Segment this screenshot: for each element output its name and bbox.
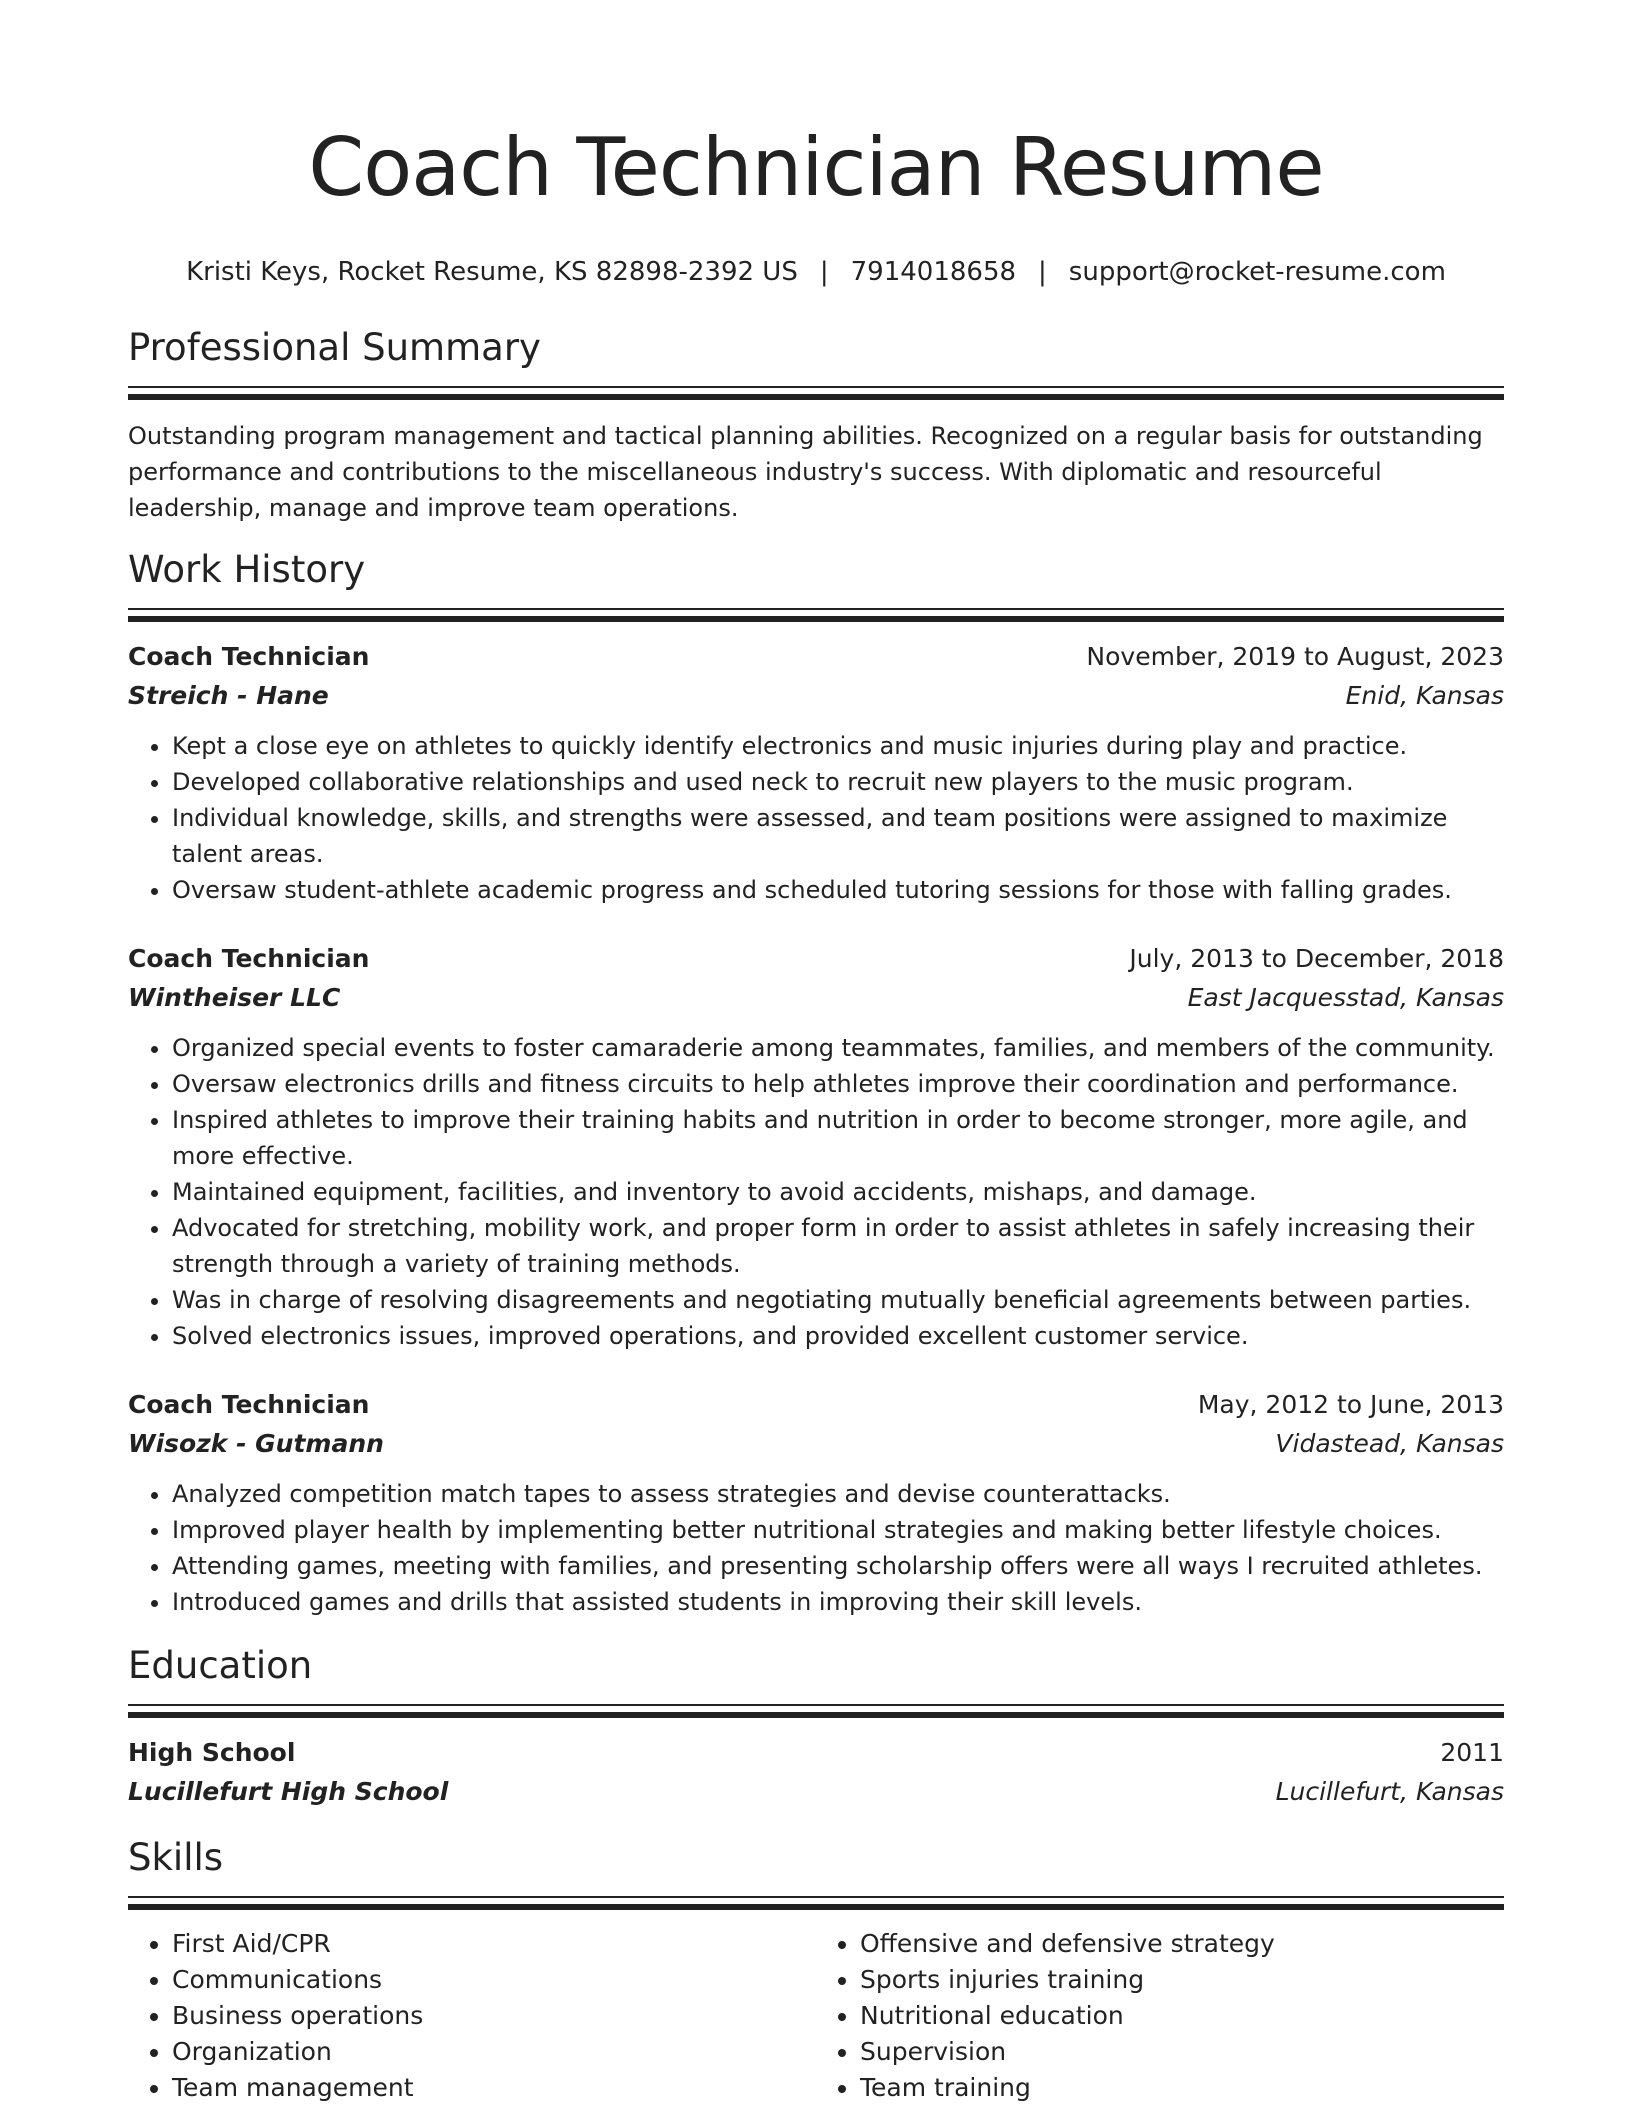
skill-item: • Offensive and defensive strategy (860, 1926, 1504, 1962)
education-school: Lucillefurt High School (128, 1777, 449, 1806)
summary-section (128, 324, 1504, 526)
work-history-section (128, 546, 1504, 1620)
skill-item: • Supervision (860, 2034, 1504, 2070)
contact-line (128, 254, 1504, 290)
section-divider-thick (128, 616, 1504, 622)
skill-item: • Team management (172, 2070, 816, 2106)
job-bullet: • Analyzed competition match tapes to assess strategies and devise counterattacks. (172, 1476, 1504, 1512)
job-bullet: • Introduced games and drills that assisted students in improving their skill levels. (172, 1584, 1504, 1620)
skill-item: • Communications (172, 1962, 816, 1998)
job-bullet-list (128, 1030, 1504, 1354)
job-bullet: • Was in charge of resolving disagreements and negotiating mutually beneficial agreements between parties. (172, 1282, 1504, 1318)
contact-separator: | (819, 257, 829, 287)
job-location: Vidastead, Kansas (1275, 1429, 1504, 1458)
job-bullet: • Developed collaborative relationships and used neck to recruit new players to the music program. (172, 764, 1504, 800)
job-company: Wisozk - Gutmann (128, 1429, 384, 1458)
job-bullet: • Oversaw student-athlete academic progress and scheduled tutoring sessions for those with falling grades. (172, 872, 1504, 908)
job-bullet: • Individual knowledge, skills, and strengths were assessed, and team positions were assigned to maximize talent areas. (172, 800, 1504, 872)
job-bullet-list (128, 728, 1504, 908)
job-location: East Jacquesstad, Kansas (1187, 983, 1504, 1012)
job-bullet: • Kept a close eye on athletes to quickly identify electronics and music injuries during play and practice. (172, 728, 1504, 764)
education-location: Lucillefurt, Kansas (1275, 1777, 1504, 1806)
job-bullet: • Organized special events to foster camaraderie among teammates, families, and members of the community. (172, 1030, 1504, 1066)
section-divider (128, 1704, 1504, 1706)
education-year: 2011 (1440, 1738, 1504, 1767)
contact-email: support@rocket-resume.com (1068, 257, 1446, 287)
skill-item: • Organization (172, 2034, 816, 2070)
section-heading-work-history: Work History (128, 548, 366, 591)
skills-section (128, 1834, 1504, 2106)
section-divider-thick (128, 1712, 1504, 1718)
skills-list-left (128, 1926, 816, 2106)
skill-item: • Team training (860, 2070, 1504, 2106)
summary-text: Outstanding program management and tactical planning abilities. Recognized on a regular basis for outstanding performance and contributions to the miscellaneous industry's success. With diplomatic and resourceful leadership, manage and improve team operations. (128, 422, 1483, 522)
job-bullet: • Oversaw electronics drills and fitness circuits to help athletes improve their coordination and performance. (172, 1066, 1504, 1102)
job-bullet: • Improved player health by implementing better nutritional strategies and making better lifestyle choices. (172, 1512, 1504, 1548)
job-company: Wintheiser LLC (128, 983, 341, 1012)
job-entry (128, 940, 1504, 1354)
education-degree: High School (128, 1738, 296, 1767)
job-dates: November, 2019 to August, 2023 (1086, 642, 1504, 671)
section-divider-thick (128, 394, 1504, 400)
job-bullet: • Solved electronics issues, improved operations, and provided excellent customer service. (172, 1318, 1504, 1354)
job-location: Enid, Kansas (1345, 681, 1504, 710)
job-entry (128, 638, 1504, 908)
section-divider (128, 608, 1504, 610)
skill-item: • Nutritional education (860, 1998, 1504, 2034)
section-heading-skills: Skills (128, 1836, 224, 1879)
page-title: Coach Technician Resume (308, 121, 1324, 214)
skill-item: • First Aid/CPR (172, 1926, 816, 1962)
skills-columns (128, 1926, 1504, 2106)
job-company: Streich - Hane (128, 681, 329, 710)
job-bullet: • Advocated for stretching, mobility work, and proper form in order to assist athletes in safely increasing their strength through a variety of training methods. (172, 1210, 1504, 1282)
section-divider-thick (128, 1904, 1504, 1910)
section-heading-summary: Professional Summary (128, 326, 541, 369)
contact-phone: 7914018658 (850, 257, 1017, 287)
section-divider (128, 386, 1504, 388)
job-bullet: • Inspired athletes to improve their training habits and nutrition in order to become stronger, more agile, and more effective. (172, 1102, 1504, 1174)
job-role: Coach Technician (128, 1390, 370, 1419)
job-bullet: • Attending games, meeting with families, and presenting scholarship offers were all ways I recruited athletes. (172, 1548, 1504, 1584)
job-role: Coach Technician (128, 944, 370, 973)
job-bullet: • Maintained equipment, facilities, and inventory to avoid accidents, mishaps, and damage. (172, 1174, 1504, 1210)
education-entry (128, 1734, 1504, 1812)
section-divider (128, 1896, 1504, 1898)
job-dates: July, 2013 to December, 2018 (1129, 944, 1504, 973)
skill-item: • Sports injuries training (860, 1962, 1504, 1998)
job-dates: May, 2012 to June, 2013 (1197, 1390, 1504, 1419)
contact-separator: | (1038, 257, 1047, 287)
job-entry (128, 1386, 1504, 1620)
skill-item: • Business operations (172, 1998, 816, 2034)
contact-address: Kristi Keys, Rocket Resume, KS 82898-2392 US (186, 257, 798, 287)
job-role: Coach Technician (128, 642, 370, 671)
section-heading-education: Education (128, 1644, 313, 1687)
job-bullet-list (128, 1476, 1504, 1620)
skills-list-right (816, 1926, 1504, 2106)
education-section (128, 1642, 1504, 1812)
